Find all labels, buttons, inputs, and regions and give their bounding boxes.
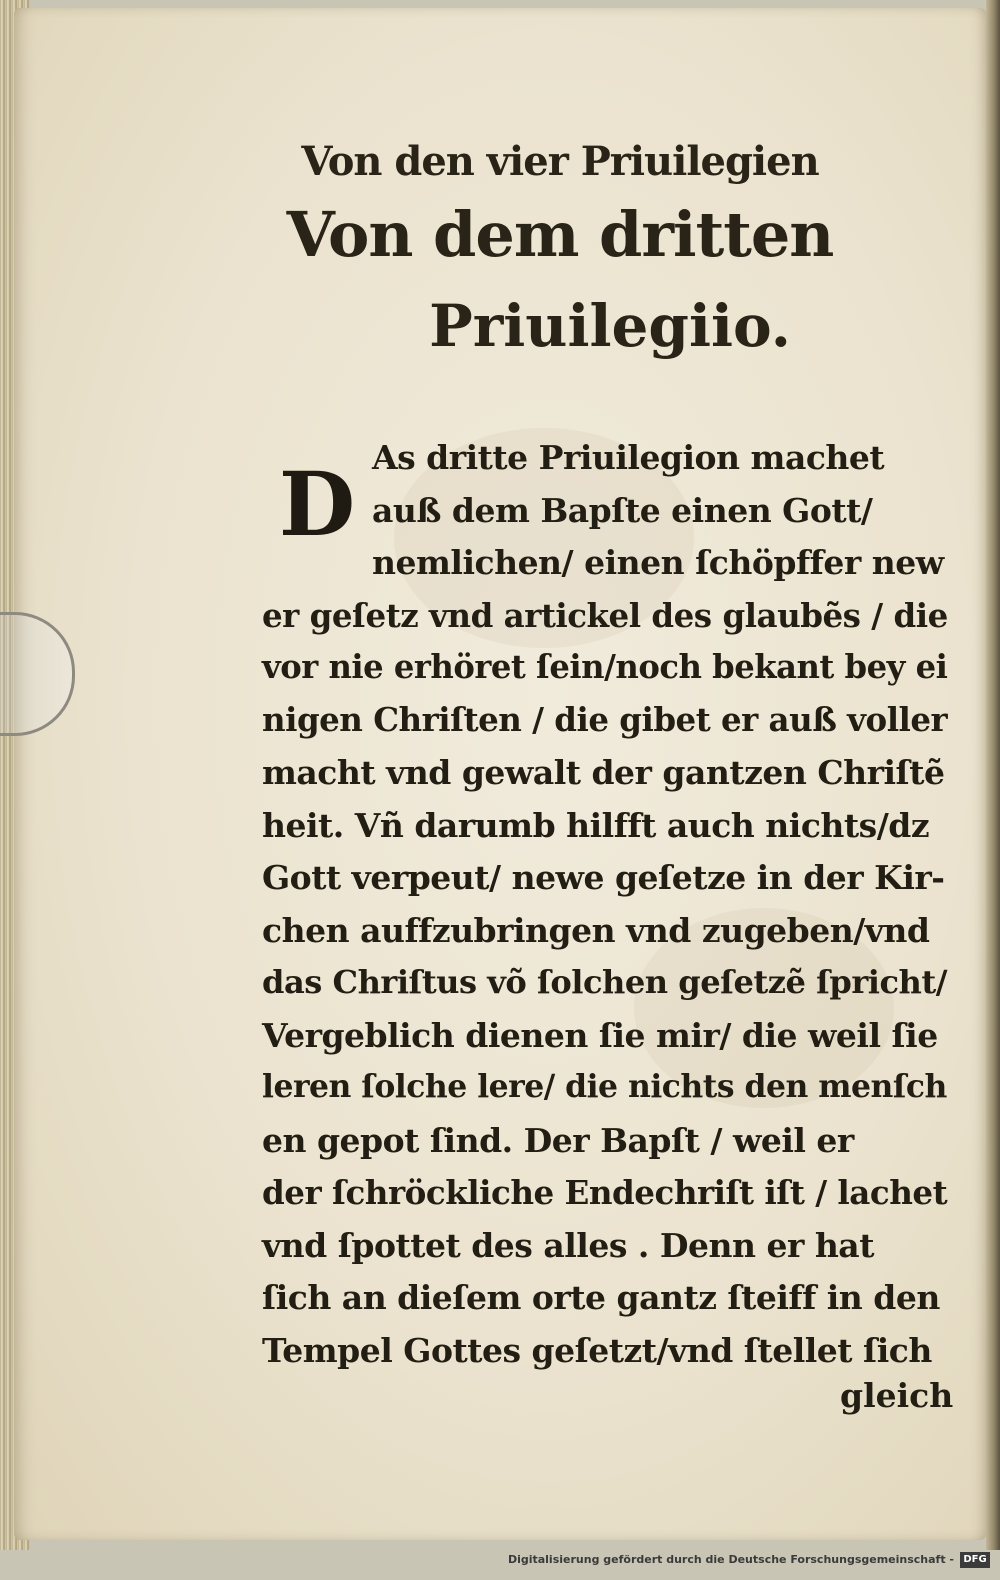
text-line: Tempel Gottes geſetzt/vnd ſtellet ſich bbox=[262, 1330, 932, 1370]
text-line: auß dem Bapſte einen Gott/ bbox=[372, 490, 873, 530]
footer-credit: Digitalisierung gefördert durch die Deutsche Forschungsgemeinschaft - bbox=[507, 1553, 954, 1566]
heading-line-1: Von den vier Priuilegien bbox=[301, 138, 819, 185]
heading-line-3: Priuilegiio. bbox=[429, 292, 791, 360]
text-line: das Chriſtus võ ſolchen geſetzẽ ſpricht/ bbox=[262, 963, 947, 1001]
text-line: en gepot ſind. Der Bapſt / weil er bbox=[262, 1120, 854, 1160]
text-line: ſich an dieſem orte gantz ſteiff in den bbox=[262, 1278, 940, 1317]
drop-cap: D bbox=[278, 452, 356, 556]
text-line: nemlichen/ einen ſchöpffer new bbox=[372, 543, 944, 582]
catchword: gleich bbox=[840, 1376, 954, 1415]
text-line: chen auffzubringen vnd zugeben/vnd bbox=[262, 910, 930, 950]
text-line: macht vnd gewalt der gantzen Chriſtẽ bbox=[262, 753, 945, 792]
heading-line-2: Von dem dritten bbox=[286, 198, 834, 271]
dfg-logo: DFG bbox=[960, 1552, 990, 1568]
text-line: vor nie erhöret ſein/noch bekant bey ei bbox=[262, 648, 948, 686]
text-line: As dritte Priuilegion machet bbox=[372, 438, 885, 477]
text-line: Gott verpeut/ newe geſetze in der Kir- bbox=[262, 858, 945, 897]
text-line: er geſetz vnd artickel des glaubẽs / die bbox=[262, 595, 948, 635]
text-line: vnd ſpottet des alles . Denn er hat bbox=[262, 1225, 874, 1265]
text-line: der ſchröckliche Endechriſt iſt / lachet bbox=[262, 1173, 948, 1212]
text-line: Vergeblich dienen ſie mir/ die weil ſie bbox=[262, 1015, 938, 1055]
right-page-edge bbox=[986, 0, 1000, 1550]
text-line: nigen Chriſten / die gibet er auß voller bbox=[262, 700, 948, 739]
text-line: heit. Vñ darumb hilfft auch nichts/dz bbox=[262, 805, 930, 845]
text-line: leren ſolche lere/ die nichts den menſch bbox=[262, 1068, 947, 1105]
